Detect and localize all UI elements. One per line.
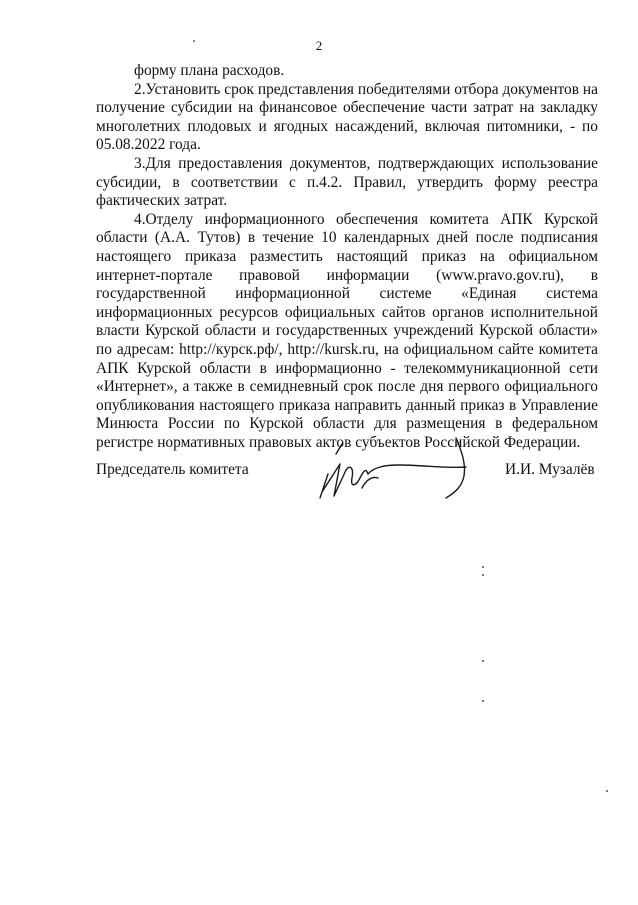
- scan-speck: [482, 660, 484, 662]
- handwritten-signature: [306, 434, 482, 506]
- document-body: [96, 62, 598, 452]
- page-number: 2: [315, 38, 323, 53]
- scan-speck: [193, 40, 195, 42]
- scan-speck: [606, 790, 608, 792]
- signatory-name: И.И. Музалёв: [505, 461, 595, 478]
- signatory-title: Председатель комитета: [96, 461, 249, 478]
- paragraph-1-continuation: форму плана расходов.: [134, 62, 285, 79]
- scan-speck: [482, 574, 484, 576]
- scan-speck: [482, 700, 484, 702]
- paragraph-4-publication: 4.Отделу информационного обеспечения комитета АПК Курской области (А.А. Тутов) в течение 10 календарных дней после подписания настоящего приказа разместить настоящий приказ на официальном интернет-портале правовой информации (www.pravo.gov.ru), в государственной информационной системе «Единая система информационных ресурсов официальных сайтов органов исполнительной власти Курской области и государственных учреждений Курской области» по адресам: http://курск.рф/, http://kursk.ru, на официальном сайте комитета АПК Курской области в информационно - телекоммуникационной сети «Интернет», а также в семидневный срок после дня первого официального опубликования настоящего приказа направить данный приказ в Управление Минюста России по Курской области для размещения в федеральном регистре нормативных правовых актов субъектов Российской Федерации.: [96, 210, 598, 451]
- paragraph-2-deadline: 2.Установить срок представления победителями отбора документов на получение субсидии на финансовое обеспечение части затрат на закладку многолетних плодовых и ягодных насаждений, включая питомники, - по 05.08.2022 года.: [96, 80, 598, 154]
- paragraph-3-cost-register: 3.Для предоставления документов, подтверждающих использование субсидии, в соответствии с п.4.2. Правил, утвердить форму реестра фактических затрат.: [96, 154, 598, 210]
- scan-speck: [482, 566, 484, 568]
